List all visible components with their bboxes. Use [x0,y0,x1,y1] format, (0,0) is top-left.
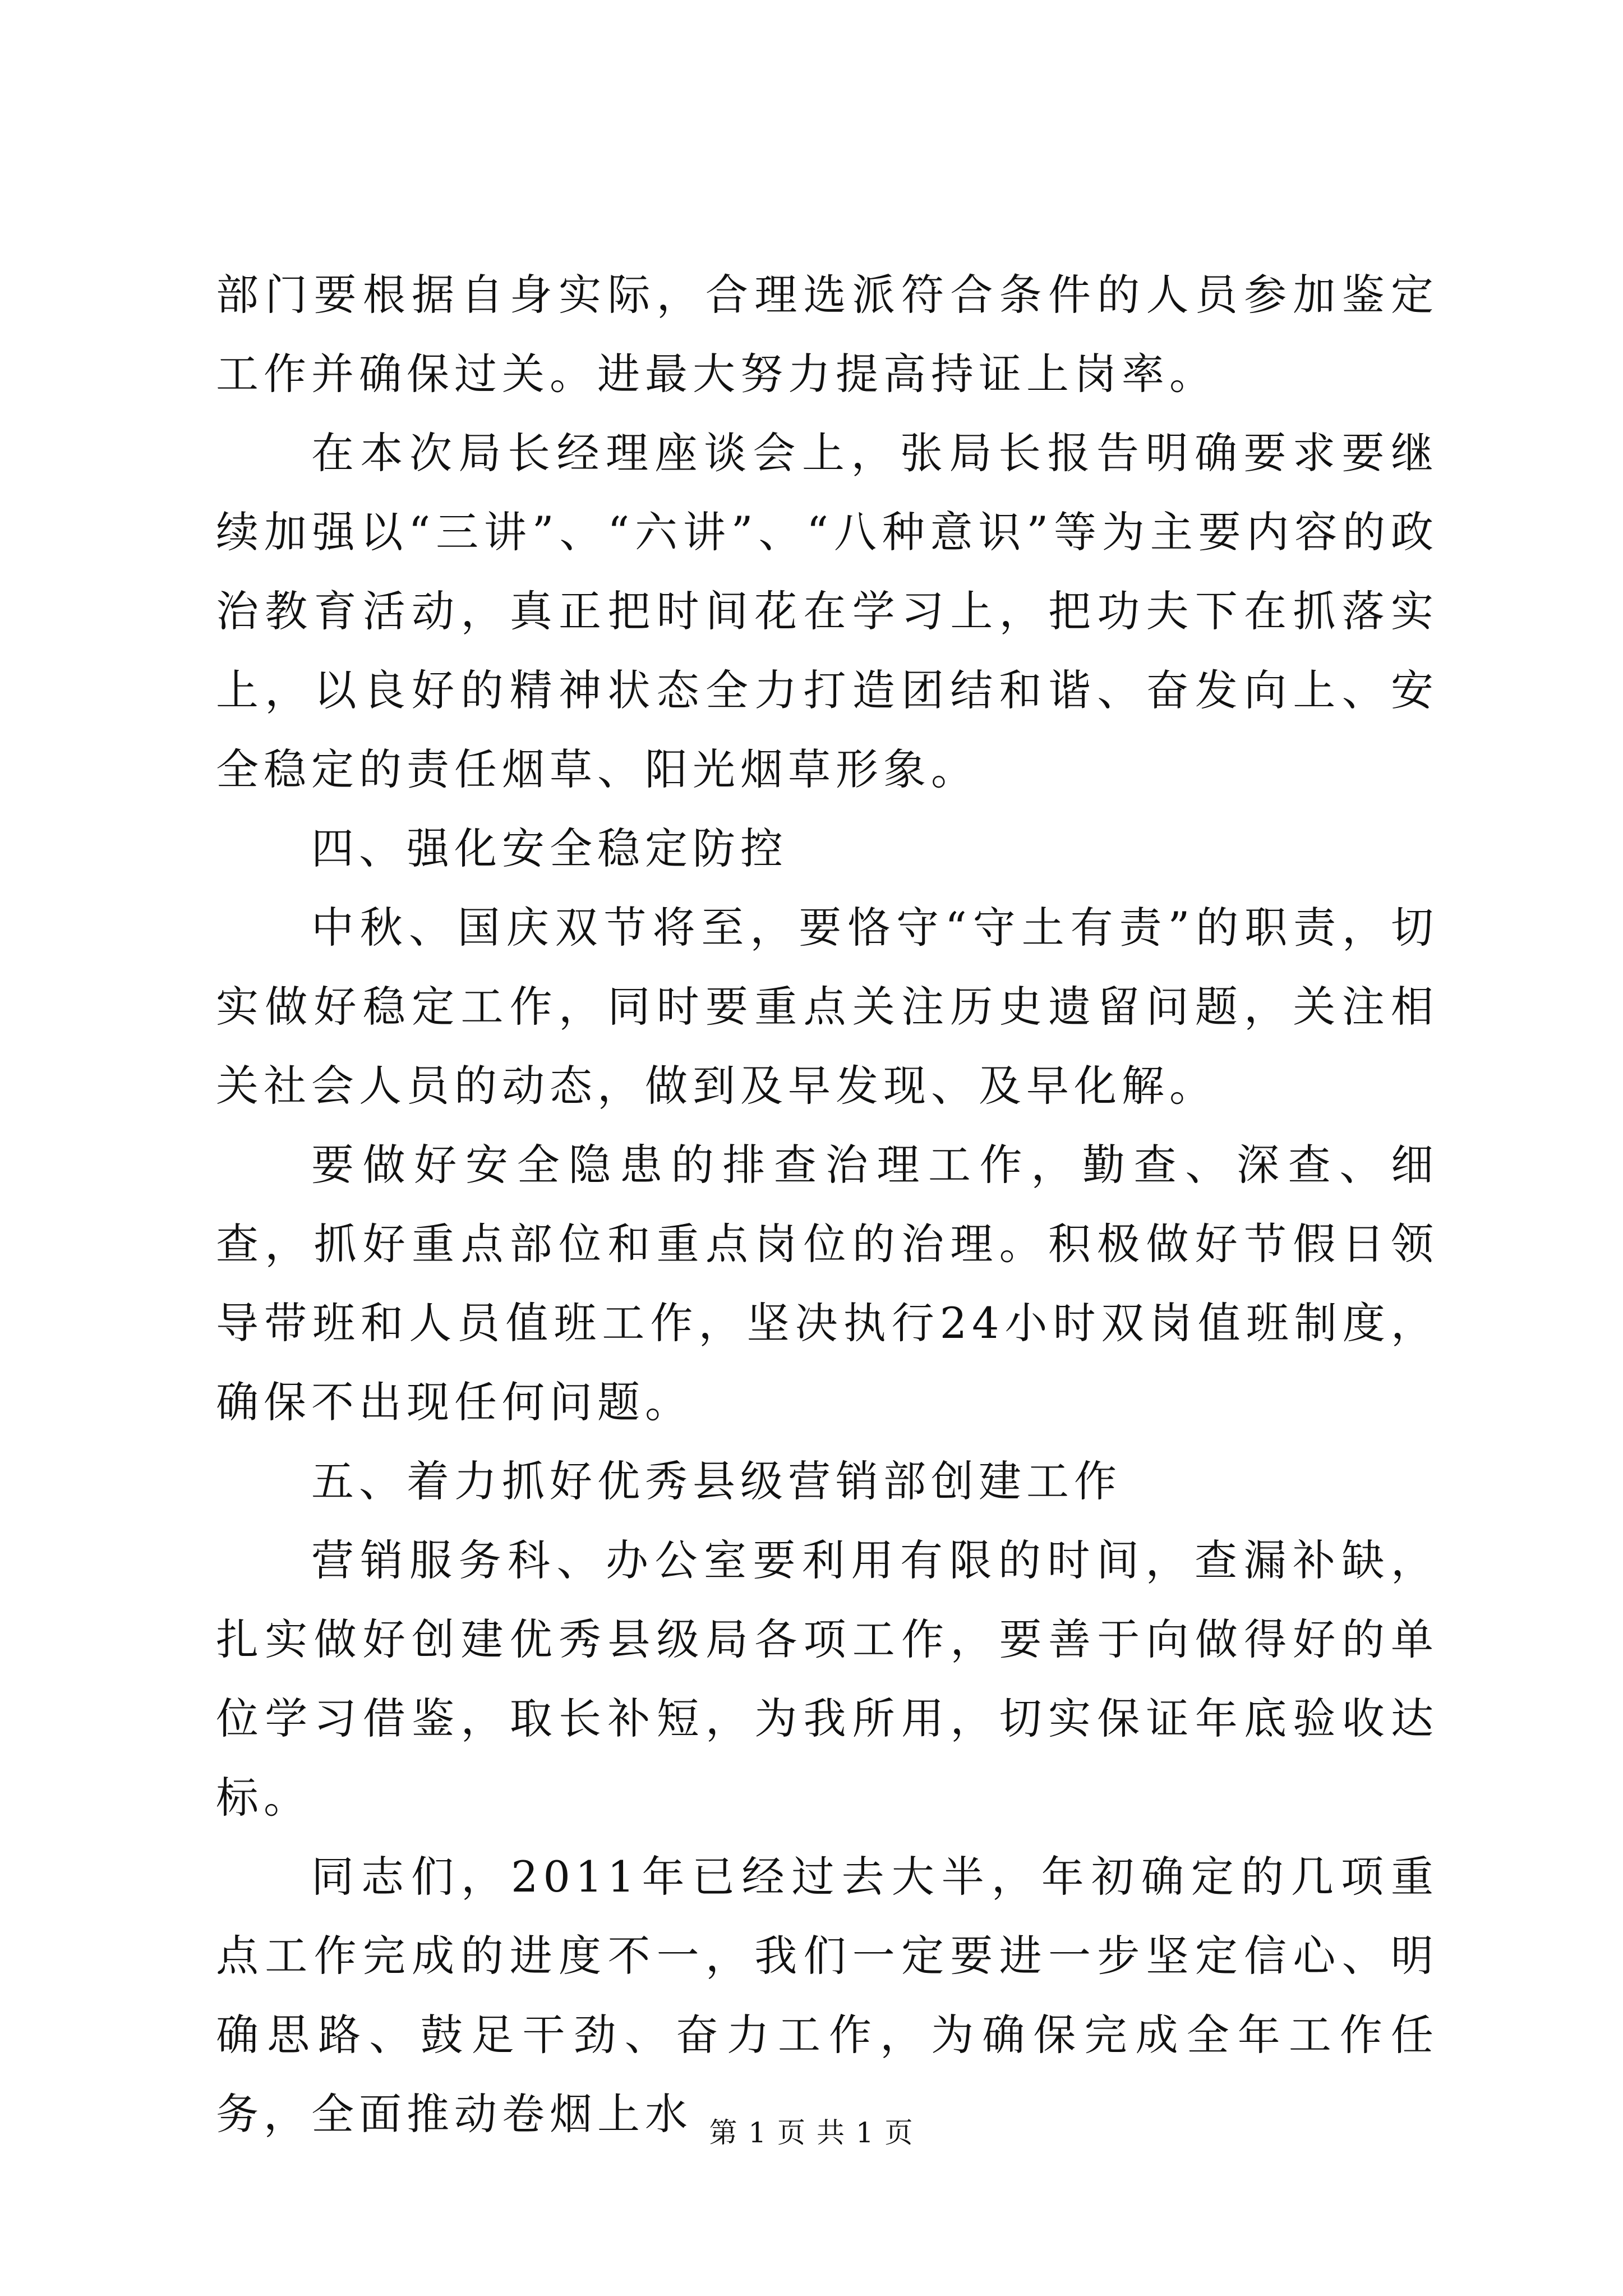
paragraph-6: 同志们，2011年已经过去大半，年初确定的几项重点工作完成的进度不一，我们一定要进一步坚定信心、明确思路、鼓足干劲、奋力工作，为确保完成全年工作任务，全面推动卷烟上水 [216,1852,1438,2139]
paragraph-1: 部门要根据自身实际，合理选派符合条件的人员参加鉴定工作并确保过关。进最大努力提高持证上岗率。 [216,270,1438,399]
paragraph-5: 营销服务科、办公室要利用有限的时间，查漏补缺，扎实做好创建优秀县级局各项工作，要善于向做得好的单位学习借鉴，取长补短，为我所用，切实保证年底验收达标。 [216,1535,1438,1823]
page-footer: 第 1 页 共 1 页 [709,2116,914,2149]
paragraph-3: 中秋、国庆双节将至，要恪守“守土有责”的职责，切实做好稳定工作，同时要重点关注历史遗留问题，关注相关社会人员的动态，做到及早发现、及早化解。 [216,903,1438,1111]
paragraph-2: 在本次局长经理座谈会上，张局长报告明确要求要继续加强以“三讲”、“六讲”、“八种意识”等为主要内容的政治教育活动，真正把时间花在学习上，把功夫下在抓落实上，以良好的精神状态全力打造团结和谐、奋发向上、安全稳定的责任烟草、阳光烟草形象。 [216,428,1438,794]
paragraph-4: 要做好安全隐患的排查治理工作，勤查、深查、细查，抓好重点部位和重点岗位的治理。积极做好节假日领导带班和人员值班工作，坚决执行24小时双岗值班制度，确保不出现任何问题。 [216,1140,1438,1427]
section-heading-4: 四、强化安全稳定防控 [311,823,788,873]
document-body [216,255,1438,2154]
section-heading-5: 五、着力抓好优秀县级营销部创建工作 [311,1456,1122,1506]
